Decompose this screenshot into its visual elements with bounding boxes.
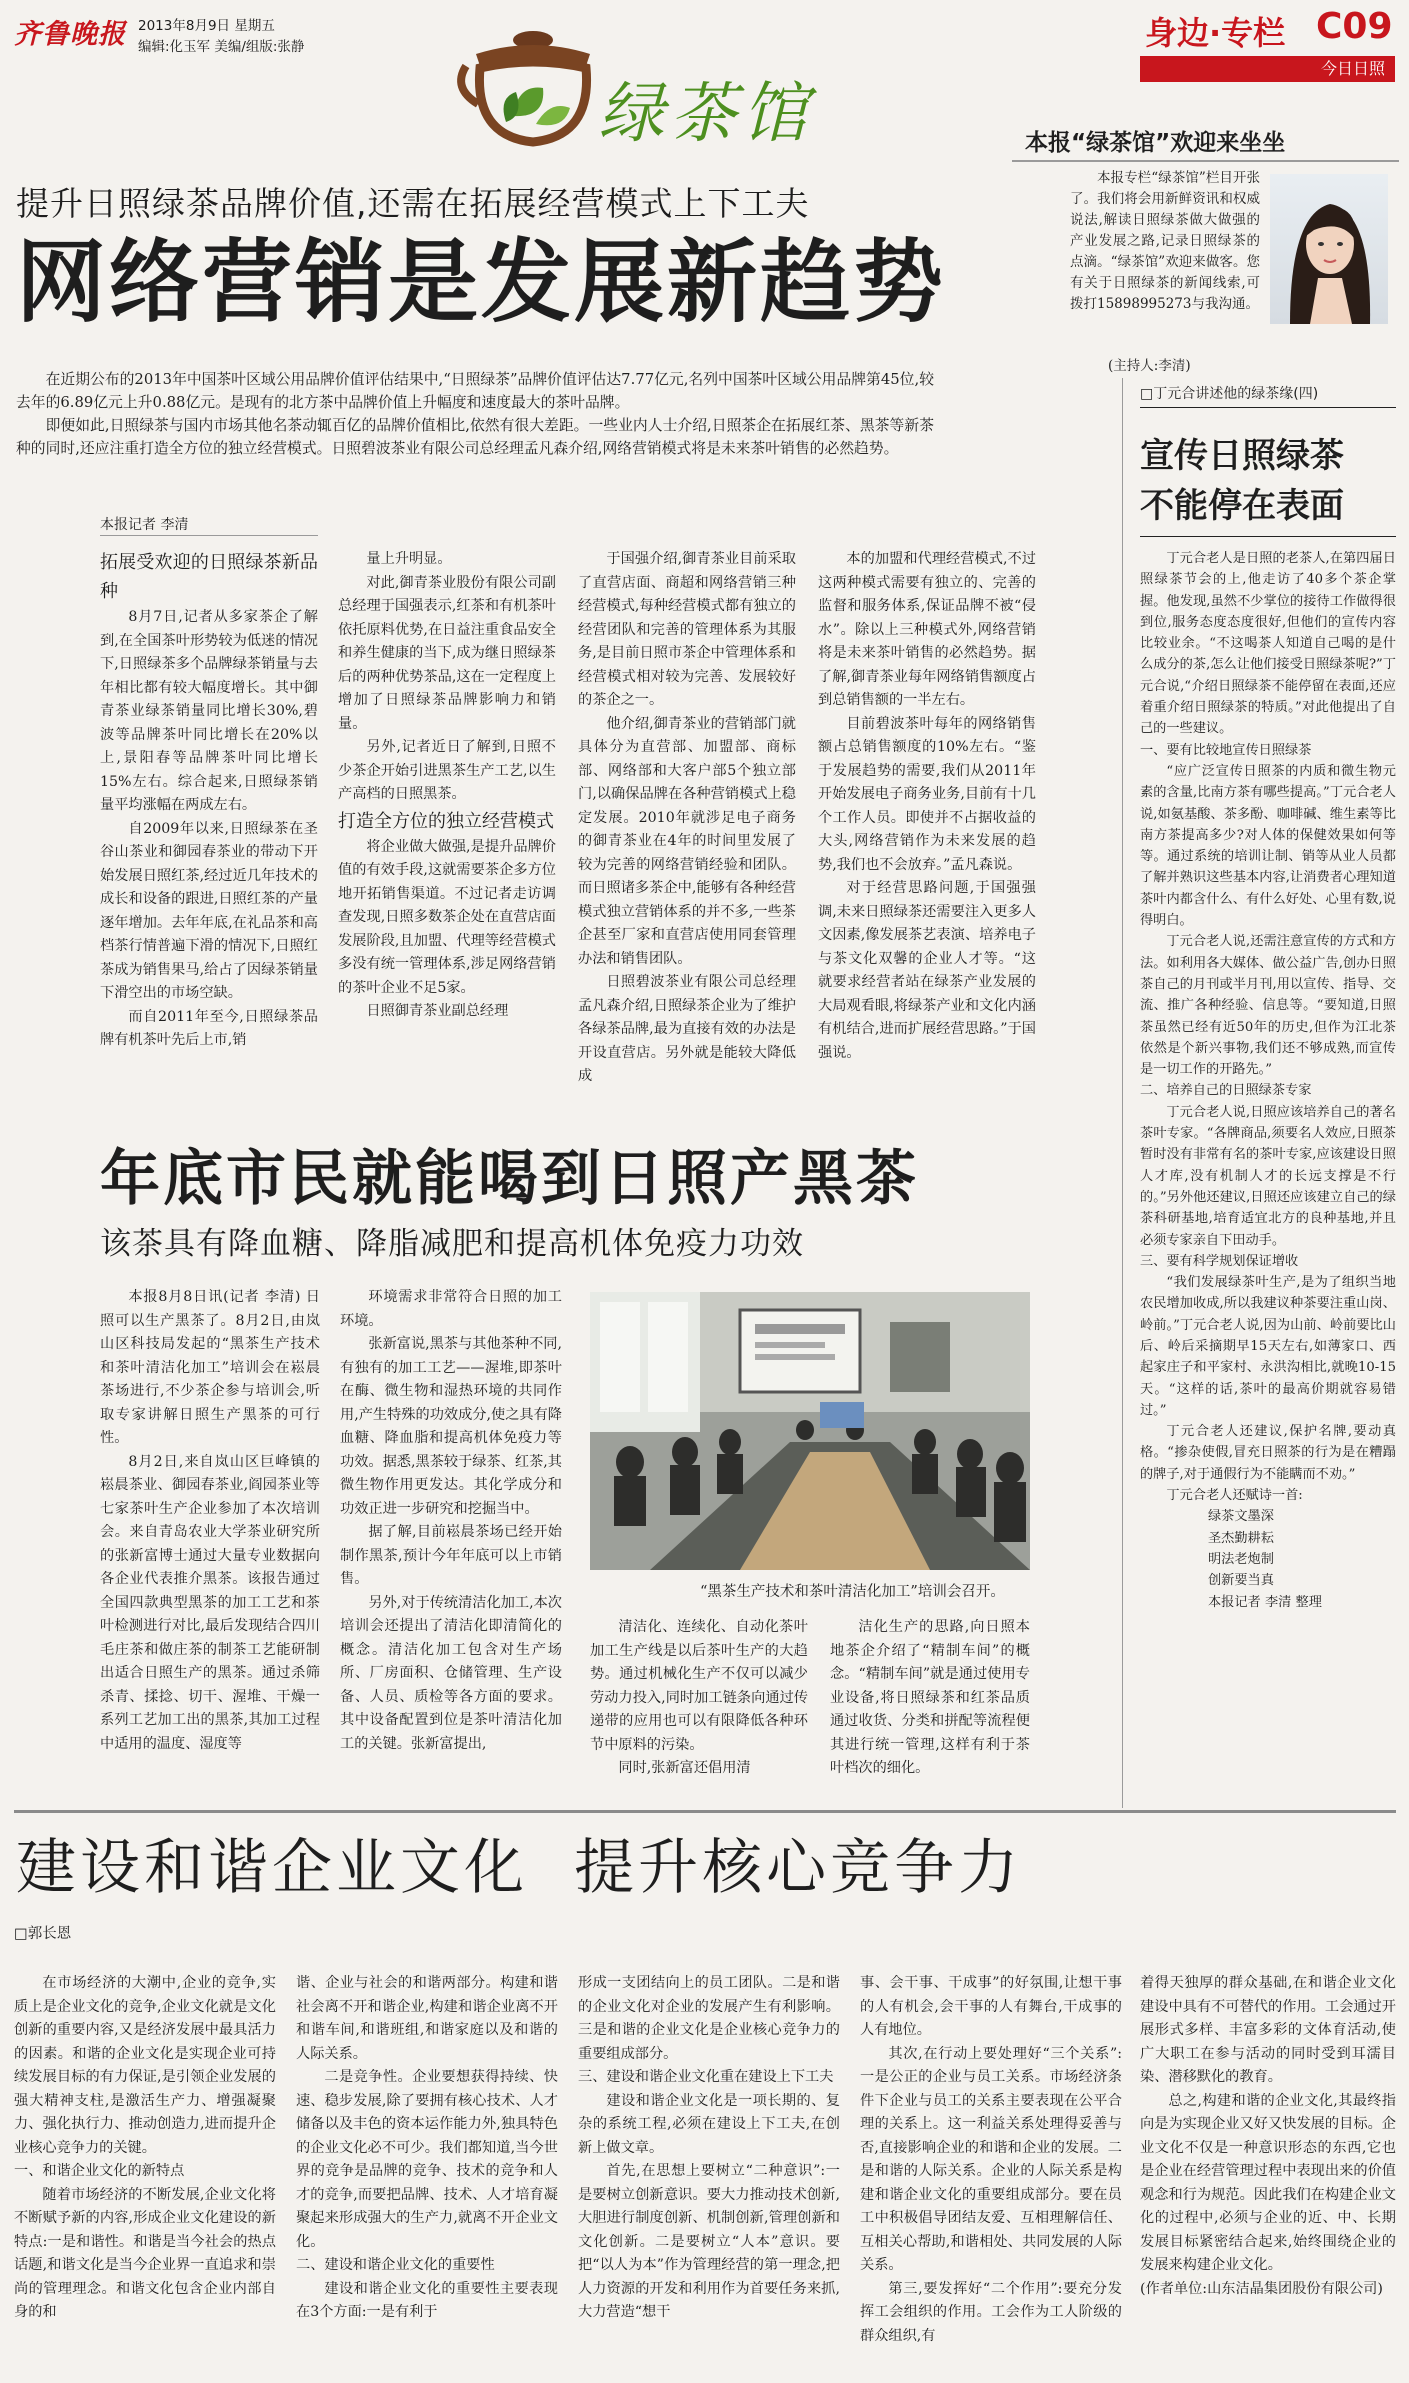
article3-col2: 谐、企业与社会的和谐两部分。构建和谐社会离不开和谐企业,构建和谐企业离不开和谐车间,和谐班组,和谐家庭以及和谐的人际关系。 二是竞争性。企业要想获得持续、快速、稳步发展,除了要拥有核心技术、人才储备以及丰色的资本运作能力外,独具特色的企业文化必不可少。我们都知道,当今世界的竞争是品牌的竞争、技术的竞争和人才的竞争,而要把品牌、技术、人才培育凝聚起来形成强大的生产力,就离不开企业文化。 二、建设和谐企业文化的重要性 建设和谐企业文化的重要性主要表现在3个方面:一是有利于 (296, 1975, 558, 2320)
editors-line: 编辑:化玉军 美编/组版:张静 (138, 39, 305, 55)
article3-col1: 在市场经济的大潮中,企业的竞争,实质上是企业文化的竞争,企业文化就是文化创新的重要内容,又是经济发展中最具活力的因素。和谐的企业文化是实现企业可持续发展目标的有力保证,是引领企业发展的强大精神支柱,是激活生产力、增强凝聚力、强化执行力、推动创造力,进而提升企业核心竞争力的关键。 一、和谐企业文化的新特点 随着市场经济的不断发展,企业文化将不断赋予新的内容,形成企业文化建设的新特点:一是和谐性。和谐是当今社会的热点话题,和谐文化是当今企业界一直追求和崇尚的管理理念。和谐文化包含企业内部自身的和 (14, 1975, 276, 2320)
article3-col5: 着得天独厚的群众基础,在和谐企业文化建设中具有不可替代的作用。工会通过开展形式多样、丰富多彩的文体育活动,使广大职工在参与活动的同时受到耳濡目染、潜移默化的教育。 总之,构建和谐的企业文化,其最终指向是为实现企业又好又快发展的目标。企业文化不仅是一种意识形态的东西,它也是企业在经营管理过程中表现出来的价值观念和行为规范。因此我们在构建企业文化的过程中,必须与企业的近、中、长期发展目标紧密结合起来,始终围绕企业的发展来构建企业文化。 (作者单位:山东洁晶集团股份有限公司) (1140, 1975, 1396, 2297)
article1-col4: 本的加盟和代理经营模式,不过这两种模式需要有独立的、完善的监督和服务体系,保证品牌不被“侵水”。除以上三种模式外,网络营销将是未来茶叶销售的必然趋势。据了解,御青茶业每年网络销售额度占到总销售额的一半左右。 目前碧波茶叶每年的网络销售额占总销售额度的10%左右。“鉴于发展趋势的需要,我们从2011年开始发展电子商务业务,目前有十几个工作人员。即使并不占据收益的大头,网络营销作为未来发展的趋势,我们也不会放弃。”孟凡森说。 对于经营思路问题,于国强强调,未来日照绿茶还需要注入更多人文因素,像发展茶艺表演、培养电子与茶文化双馨的企业人才等。“这就要求经营者站在绿茶产业发展的大局观看眼,将绿茶产业和文化内涵有机结合,进而扩展经营思路。”于国强说。 (818, 551, 1036, 1061)
article3-byline: □郭长恩 (14, 1926, 72, 1942)
article3-subhead1: 一、和谐企业文化的新特点 (14, 2163, 185, 2179)
article1-col2: 量上升明显。 对此,御青茶业股份有限公司副总经理于国强表示,红茶和有机茶叶依托原料优势,在日益注重食品安全和养生健康的当下,成为继日照绿茶后的两种优势茶品,这在一定程度上增加了日照绿茶品牌影响力和销量。 另外,记者近日了解到,日照不少茶企开始引进黑茶生产工艺,以生产高档的日照黑茶。 打造全方位的独立经营模式 将企业做大做强,是提升品牌价值的有效手段,这就需要茶企多方位地开拓销售渠道。不过记者走访调查发现,日照多数茶企处在直营店面发展阶段,且加盟、代理等经营模式多没有统一管理体系,涉足网络营销的茶叶企业不足5家。 日照御青茶业副总经理 (338, 551, 556, 1019)
welcome-body: 本报专栏“绿茶馆”栏目开张了。我们将会用新鲜资讯和权威说法,解读日照绿茶做大做强的产业发展之路,记录日照绿茶的点滴。“绿茶馆”欢迎来做客。您有关于日照绿茶的新闻线索,可拨打15898995273与我沟通。 (1070, 170, 1260, 312)
page-band: 今日日照 (1140, 56, 1395, 82)
article1-lead: 在近期公布的2013年中国茶叶区域公用品牌价值评估结果中,“日照绿茶”品牌价值评估达7.77亿元,名列中国茶叶区域公用品牌第45位,较去年的6.89亿元上升0.88亿元。是现有的北方茶中品牌价值上升幅度和速度最大的茶叶品牌。 即便如此,日照绿茶与国内市场其他名茶动辄百亿的品牌价值相比,依然有很大差距。一些业内人士介绍,日照茶企在拓展红茶、黑茶等新茶种的同时,还应注重打造全方位的独立经营模式。日照碧波茶业有限公司总经理孟凡森介绍,网络营销模式将是未来茶叶销售的必然趋势。 (16, 371, 934, 457)
sidebar-point-2: 二、培养自己的日照绿茶专家 (1140, 1083, 1312, 1099)
teapot-icon (458, 26, 608, 156)
sidebar-head-rule (1140, 536, 1396, 537)
date-line: 2013年8月9日 星期五 (138, 18, 275, 34)
sidebar-label-rule (1140, 407, 1396, 408)
sidebar-label-text: 丁元合讲述他的绿茶缘(四) (1153, 386, 1319, 402)
welcome-rule (1012, 160, 1399, 162)
article2-col3: 清洁化、连续化、自动化茶叶加工生产线是以后茶叶生产的大趋势。通过机械化生产不仅可以减少劳动力投入,同时加工链条向通过传递带的应用也可以有限降低各种环节中原料的污染。 同时,张新富还倡用清 (590, 1619, 808, 1776)
host-portrait-icon (1270, 174, 1388, 324)
article2-col2: 环境需求非常符合日照的加工环境。 张新富说,黑茶与其他茶种不同,有独有的加工工艺——渥堆,即茶叶在酶、微生物和湿热环境的共同作用,产生特殊的功效成分,使之具有降血糖、降血脂和提高机体免疫力等功效。据悉,黑茶较于绿茶、红茶,其微生物作用更发达。其化学成分和功效正进一步研究和挖掘当中。 据了解,目前崧晨茶场已经开始制作黑茶,预计今年年底可以上市销售。 另外,对于传统清洁化加工,本次培训会还提出了清洁化即清简化的概念。清洁化加工包含对生产场所、厂房面积、仓储管理、生产设备、人员、质检等各方面的要求。其中设备配置到位是茶叶清洁化加工的关键。张新富提出, (340, 1289, 562, 1752)
host-photo (1270, 174, 1388, 324)
column-logo-text: 绿茶馆 (598, 75, 814, 152)
sidebar-headline-1: 宣传日照绿茶 (1140, 436, 1344, 476)
sidebar-poem (1140, 1506, 1396, 1591)
page-number: C09 (1316, 6, 1393, 47)
sidebar-signoff: 本报记者 李清 整理 (1208, 1594, 1322, 1610)
sidebar-point-3: 三、要有科学规划保证增收 (1140, 1253, 1299, 1269)
paper-name: 齐鲁晚报 (14, 19, 126, 50)
article2-subtitle: 该茶具有降血糖、降脂减肥和提高机体免疫力功效 (100, 1226, 804, 1262)
poem-line: 明法老炮制 (1208, 1551, 1274, 1567)
poem-line: 创新要当真 (1208, 1573, 1274, 1589)
photo-caption: “黑茶生产技术和茶叶清洁化加工”培训会召开。 (700, 1584, 1005, 1600)
poem-line: 绿茶文墨深 (1208, 1509, 1274, 1525)
article1-subhead1: 拓展受欢迎的日照绿茶新品种 (100, 552, 318, 602)
article1-kicker: 提升日照绿茶品牌价值,还需在拓展经营模式上下工夫 (16, 184, 810, 223)
sidebar-point-1: 一、要有比较地宣传日照绿茶 (1140, 742, 1312, 758)
byline-rule (100, 535, 318, 536)
article1-col3: 于国强介绍,御青茶业目前采取了直营店面、商超和网络营销三种经营模式,每种经营模式都有独立的经营团队和完善的管理体系为其服务,是目前日照市茶企中管理体系和经营模式相对较为完善、发展较好的茶企之一。 他介绍,御青茶业的营销部门就具体分为直营部、加盟部、商标部、网络部和大客户部5个独立部门,以确保品牌在各种营销模式上稳定发展。2010年就涉足电子商务的御青茶业在4年的时间里发展了较为完善的网络营销经验和团队。而日照诸多茶企中,能够有各种经营模式独立营销体系的并不多,一些茶企甚至厂家和直营店使用同套管理办法和销售团队。 日照碧波茶业有限公司总经理孟凡森介绍,日照绿茶企业为了维护各绿茶品牌,最为直接有效的办法是开设直营店。另外就是能较大降低成 (578, 551, 796, 1084)
article3-col3: 形成一支团结向上的员工团队。二是和谐的企业文化对企业的发展产生有利影响。三是和谐的企业文化是企业核心竞争力的重要组成部分。 三、建设和谐企业文化重在建设上下工夫 建设和谐企业文化是一项长期的、复杂的系统工程,必须在建设上下工夫,在创新上做文章。 首先,在思想上要树立“二种意识”:一是要树立创新意识。要大力推动技术创新,大胆进行制度创新、机制创新,管理创新和文化创新。二是要树立“人本”意识。要把“以人为本”作为管理经营的第一理念,把人力资源的开发和利用作为首要任务来抓,大力营造“想干 (578, 1975, 840, 2320)
section-divider (14, 1810, 1396, 1813)
article1-col1: 拓展受欢迎的日照绿茶新品种 8月7日,记者从多家茶企了解到,在全国茶叶形势较为低迷的情况下,日照绿茶多个品牌绿茶销量与去年相比都有较大幅度增长。其中御青茶业绿茶销量同比增长30%,碧波等品牌茶叶同比增长在20%以上,景阳春等品牌茶叶同比增长15%左右。综合起来,日照绿茶销量平均涨幅在两成左右。 自2009年以来,日照绿茶在圣谷山茶业和御园春茶业的带动下开始发展日照红茶,经过近几年技术的成长和设备的跟进,日照红茶的产量逐年增加。去年年底,在礼品茶和高档茶行情普遍下滑的情况下,日照红茶成为销售果马,给占了因绿茶销量下滑空出的市场空缺。 而自2011年至今,日照绿茶品牌有机茶叶先后上市,销 (100, 548, 318, 1060)
article3-subhead2: 二、建设和谐企业文化的重要性 (296, 2257, 495, 2273)
article3-headline: 建设和谐企业文化 提升核心竞争力 (16, 1833, 1023, 1903)
article2-col4: 洁化生产的思路,向日照本地茶企介绍了“精制车间”的概念。“精制车间”就是通过使用专业设备,将日照绿茶和红茶品质通过收货、分类和拼配等流程便其进行统一管理,这样有利于茶叶档次的细化。 (830, 1619, 1030, 1776)
host-credit: (主持人:李清) (1108, 358, 1191, 374)
training-photo (590, 1292, 1030, 1570)
welcome-title: 本报“绿茶馆”欢迎来坐坐 (1025, 130, 1286, 156)
article2-col1: 本报8月8日讯(记者 李清) 日照可以生产黑茶了。8月2日,由岚山区科技局发起的“黑茶生产技术和茶叶清洁化加工”培训会在崧晨茶场进行,不少茶企参与培训会,听取专家讲解日照生产黑茶的可行性。 8月2日,来自岚山区巨峰镇的崧晨茶业、御园春茶业,阎园茶业等七家茶叶生产企业参加了本次培训会。来自青岛农业大学茶业研究所的张新富博士通过大量专业数据向各企业代表推介黑茶。该报告通过全国四款典型黑茶的加工工艺和茶叶检测进行对比,最后发现结合四川毛庄茶和做庄茶的制茶工艺能研制出适合日照生产的黑茶。通过杀筛杀青、揉捻、切干、渥堆、干燥一系列工艺加工出的黑茶,其加工过程中适用的温度、湿度等 (100, 1289, 320, 1752)
article1-byline: 本报记者 李清 (100, 517, 189, 533)
meeting-room-photo-icon (590, 1292, 1030, 1570)
sidebar-body: 丁元合老人是日照的老茶人,在第四届日照绿茶节会的上,他走访了40多个茶企掌握。他发现,虽然不少掌位的接待工作做得很到位,服务态度态度很好,但他们的宣传内容比较业余。“不这喝茶人知道自己喝的是什么成分的茶,怎么让他们接受日照绿茶呢?”丁元合说,“介绍日照绿茶不能停留在表面,还应着重介绍日照绿茶的特质。”对此他提出了自己的一些建议。 一、要有比较地宣传日照绿茶 “应广泛宣传日照茶的内质和微生物元素的含量,比南方茶有哪些提高。”丁元合老人说,如氨基酸、茶多酚、咖啡碱、维生素等比南方茶提高多少?对人体的保健效果如何等等。通过系统的培训让制、销等从业人员都了解并熟识这些基本内容,让消费者心理知道茶叶内都含什么、有什么好处、心里有数,说得明白。 丁元合老人说,还需注意宣传的方式和方法。如利用各大媒体、做公益广告,创办日照茶自己的月刊或半月刊,用以宣传、指导、交流、推广各种经验、信息等。“要知道,日照茶虽然已经有近50年的历史,但作为江北茶依然是个新兴事物,我们还不够成熟,而宣传是一切工作的开路先。” 二、培养自己的日照绿茶专家 丁元合老人说,日照应该培养自己的著名茶叶专家。“各牌商品,须要名人效应,日照茶暂时没有非常有名的茶叶专家,应该建设日照人才库,没有机制人才的长远支撑是不行的。”另外他还建议,日照还应该建立自己的绿茶科研基地,培育适宜北方的良种基地,并且必须专家亲自下田动手。 三、要有科学规划保证增收 “我们发展绿茶叶生产,是为了组织当地农民增加收成,所以我建议种茶要注重山岗、岭前。”丁元合老人说,因为山前、岭前要比山后、岭后采摘期早15天左右,如薄家口、西起家庄子和平家村、永洪沟相比,就晚10-15天。“这样的话,茶叶的最高价期就容易错过。” 丁元合老人还建议,保护名牌,要动真格。“掺杂使假,冒充日照茶的行为是在糟蹋的牌子,对于通假行为不能瞒而不劝。” 丁元合老人还赋诗一首: 绿茶文墨深 圣杰勤耕耘 明法老炮制 创新要当真 本报记者 李清 整理 (1140, 548, 1396, 1710)
article1-subhead2: 打造全方位的独立经营模式 (338, 810, 554, 832)
poem-line: 圣杰勤耕耘 (1208, 1530, 1274, 1546)
article3-subhead3: 三、建设和谐企业文化重在建设上下工夫 (578, 2069, 834, 2085)
column-logo (458, 26, 858, 156)
section-title: 身边·专栏 (1145, 14, 1286, 52)
article1-headline: 网络营销是发展新趋势 (16, 230, 946, 335)
article3-col4: 事、会干事、干成事”的好氛围,让想干事的人有机会,会干事的人有舞台,干成事的人有地位。 其次,在行动上要处理好“三个关系”:一是公正的企业与员工关系。市场经济条件下企业与员工的关系主要表现在公平合理的关系上。这一利益关系处理得妥善与否,直接影响企业的和谐和企业的发展。二是和谐的人际关系。企业的人际关系是构建和谐企业文化的重要组成部分。要在员工中积极倡导团结友爱、互相理解信任、互相关心帮助,和谐相处、共同发展的人际关系。 第三,要发挥好“二个作用”:要充分发挥工会组织的作用。工会作为工人阶级的群众组织,有 (860, 1975, 1122, 2344)
article2-headline: 年底市民就能喝到日照产黑茶 (100, 1144, 919, 1214)
sidebar-divider (1122, 378, 1123, 1808)
sidebar-label: □丁元合讲述他的绿茶缘(四) (1140, 386, 1319, 402)
sidebar-headline-2: 不能停在表面 (1140, 486, 1344, 526)
